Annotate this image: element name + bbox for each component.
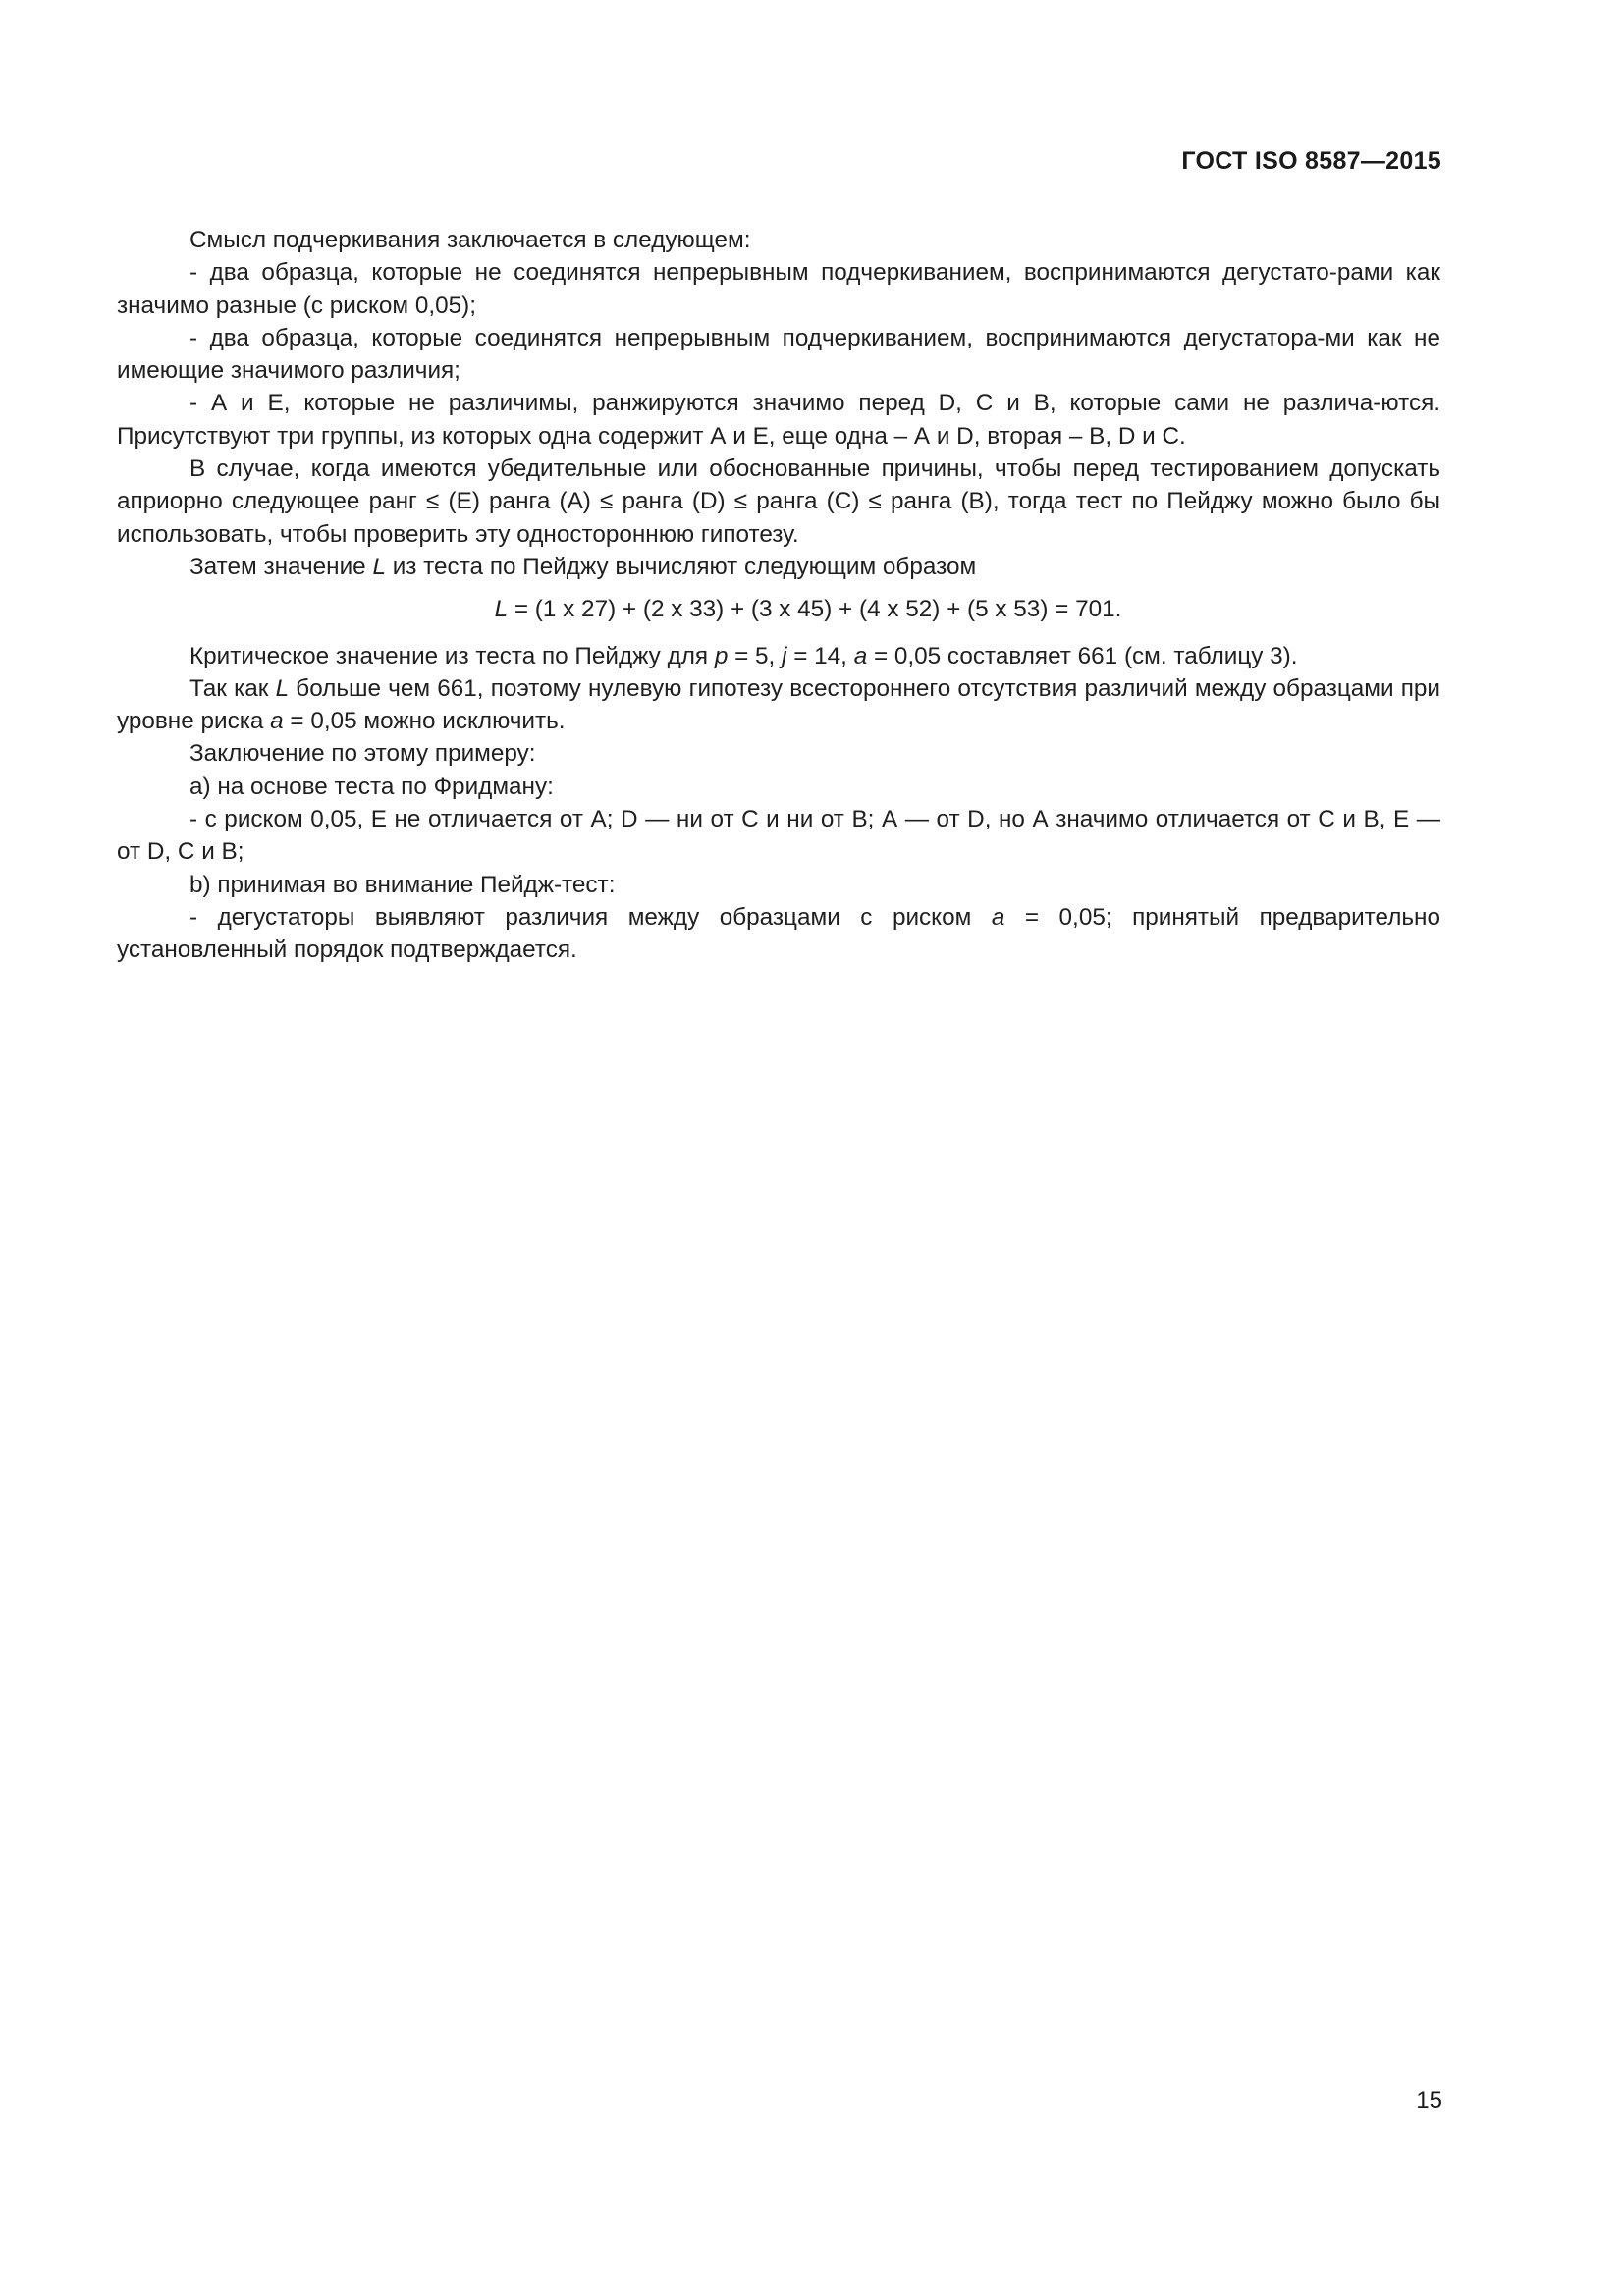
paragraph: - два образца, которые не соединятся непрерывным подчеркиванием, воспринимаются дегустато-рами как значимо разные (с риском 0,05); (117, 259, 1440, 319)
paragraph-conclusion-item: b) принимая во внимание Пейдж-тест: (189, 871, 616, 898)
document-body (117, 224, 1440, 967)
text-fragment: Так как (189, 674, 276, 702)
text-fragment: = 14, (786, 642, 854, 669)
document-header: ГОСТ ISO 8587—2015 (1181, 147, 1441, 175)
formula (117, 593, 1440, 625)
variable-j: j (782, 642, 787, 669)
paragraph: В случае, когда имеются убедительные или обоснованные причины, чтобы перед тестированием допускать априорно следующее ранг ≤ (Е) ранга (А) ≤ ранга (D) ≤ ранга (С) ≤ ранга (В), тогда тест по Пейджу можно было бы использовать, чтобы проверить эту одностороннюю гипотезу. (117, 455, 1440, 548)
paragraph: - А и Е, которые не различимы, ранжируются значимо перед D, С и В, которые сами не различа-ются. Присутствуют три группы, из которых одна содержит А и Е, еще одна – А и D, вторая – В, D и С. (117, 390, 1440, 450)
formula-expression: = (1 x 27) + (2 x 33) + (3 x 45) + (4 x 52) + (5 x 53) = 701. (508, 596, 1122, 623)
text-fragment: из теста по Пейджу вычисляют следующим образом (385, 553, 977, 580)
paragraph: Смысл подчеркивания заключается в следующем: (189, 227, 751, 253)
text-fragment: Критическое значение из теста по Пейджу для (189, 642, 715, 669)
formula-variable: L (494, 596, 509, 623)
variable-a: a (270, 708, 284, 735)
paragraph: - два образца, которые соединятся непрерывным подчеркиванием, воспринимаются дегустатора-ми как не имеющие значимого различия; (117, 324, 1440, 385)
text-fragment: = 5, (728, 642, 783, 669)
variable-a: a (853, 642, 868, 669)
variable-a: a (991, 903, 1005, 931)
paragraph-conclusion-title: Заключение по этому примеру: (189, 740, 536, 768)
variable-L: L (275, 674, 290, 702)
paragraph-conclusion-item: - с риском 0,05, Е не отличается от А; D — ни от С и ни от В; А — от D, но А значимо отличается от С и В, Е — от D, С и В; (117, 806, 1440, 866)
paragraph-critical-value (117, 640, 1440, 672)
paragraph-hypothesis (117, 672, 1440, 738)
text-fragment: Затем значение (189, 553, 373, 580)
paragraph (117, 551, 1440, 583)
text-fragment: больше чем 661, поэтому нулевую гипотезу всестороннего отсутствия различий между образцами при уровне риска (117, 674, 1440, 735)
text-fragment: = 0,05 составляет 661 (см. таблицу 3). (867, 642, 1298, 669)
variable-p: p (714, 642, 729, 669)
text-fragment: = 0,05 можно исключить. (283, 708, 566, 735)
variable-L: L (372, 553, 386, 580)
paragraph-conclusion-item: а) на основе теста по Фридману: (189, 773, 554, 800)
paragraph-final (117, 901, 1440, 967)
page-number: 15 (1416, 2087, 1442, 2113)
text-fragment: - дегустаторы выявляют различия между образцами с риском (189, 903, 992, 931)
text-fragment: = 0,05; принятый предварительно установленный порядок подтверждается. (117, 903, 1440, 964)
